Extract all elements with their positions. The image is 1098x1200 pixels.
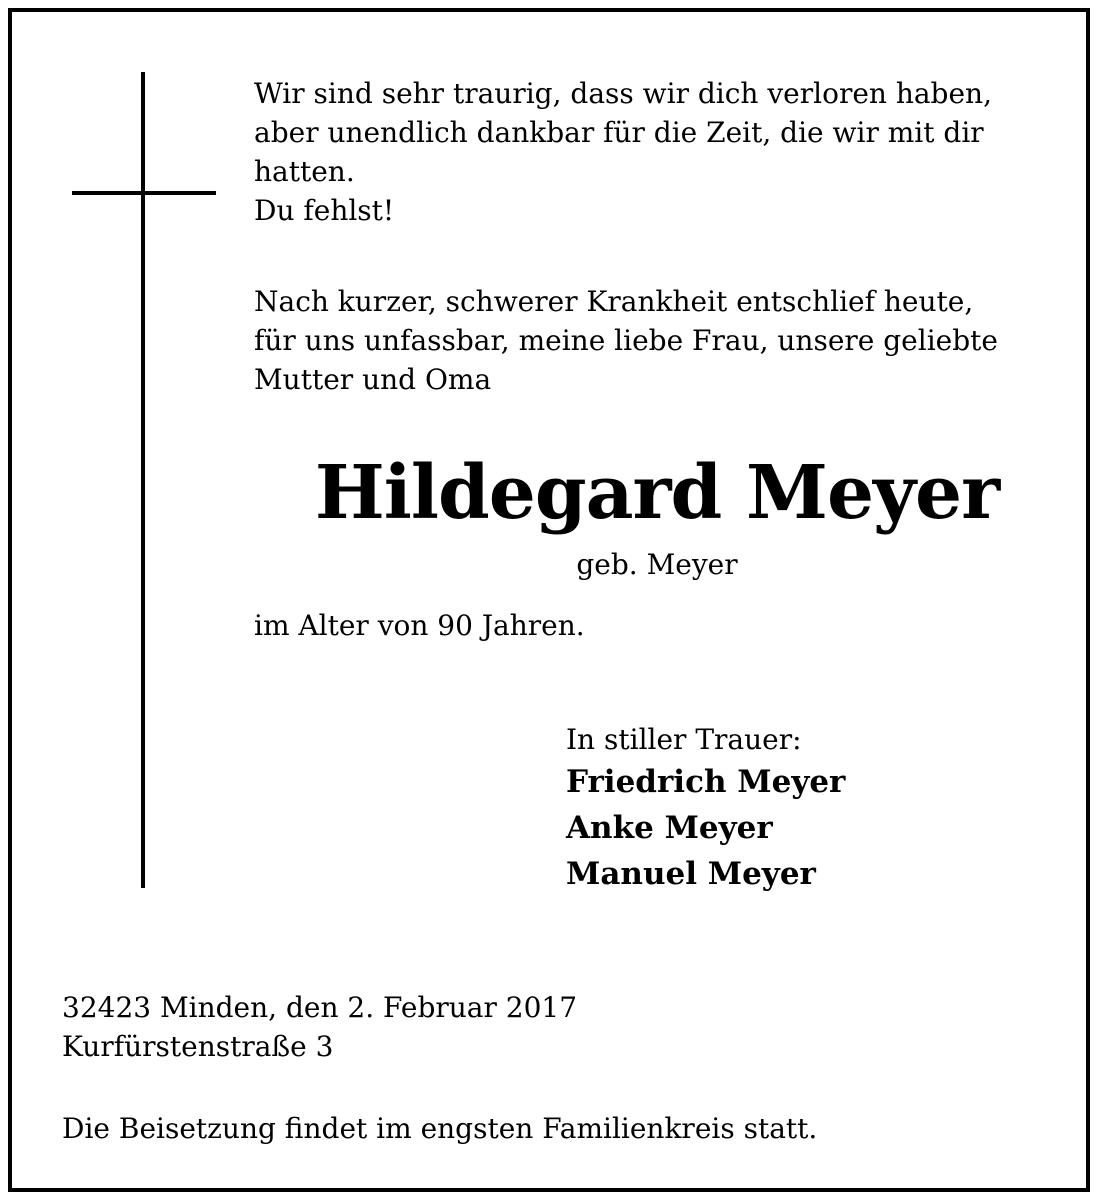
- verse-line: Du fehlst!: [254, 194, 395, 227]
- birth-name: geb. Meyer: [576, 548, 738, 581]
- announcement-block: [254, 282, 998, 399]
- cross-icon-horizontal-bar: [72, 191, 216, 195]
- announcement-line: für uns unfassbar, meine liebe Frau, unsere geliebte: [254, 324, 998, 357]
- mourner-name: Friedrich Meyer: [566, 764, 846, 800]
- announcement-line: Mutter und Oma: [254, 363, 492, 396]
- age-line: im Alter von 90 Jahren.: [254, 609, 585, 642]
- place-date: 32423 Minden, den 2. Februar 2017: [62, 991, 578, 1024]
- mourners-block: [566, 720, 845, 897]
- verse-line: aber unendlich dankbar für die Zeit, die wir mit dir: [254, 116, 984, 149]
- mourner-name: Manuel Meyer: [566, 856, 816, 892]
- announcement-line: Nach kurzer, schwerer Krankheit entschlief heute,: [254, 285, 974, 318]
- deceased-name: Hildegard Meyer: [314, 450, 1000, 536]
- place-date-block: [62, 988, 577, 1066]
- obituary-frame: [8, 8, 1090, 1192]
- verse-block: [254, 74, 992, 230]
- mourners-heading: In stiller Trauer:: [566, 723, 802, 756]
- verse-line: hatten.: [254, 155, 355, 188]
- verse-line: Wir sind sehr traurig, dass wir dich verloren haben,: [254, 77, 992, 110]
- mourner-name: Anke Meyer: [566, 810, 773, 846]
- address: Kurfürstenstraße 3: [62, 1030, 334, 1063]
- funeral-note: Die Beisetzung findet im engsten Familienkreis statt.: [62, 1112, 818, 1145]
